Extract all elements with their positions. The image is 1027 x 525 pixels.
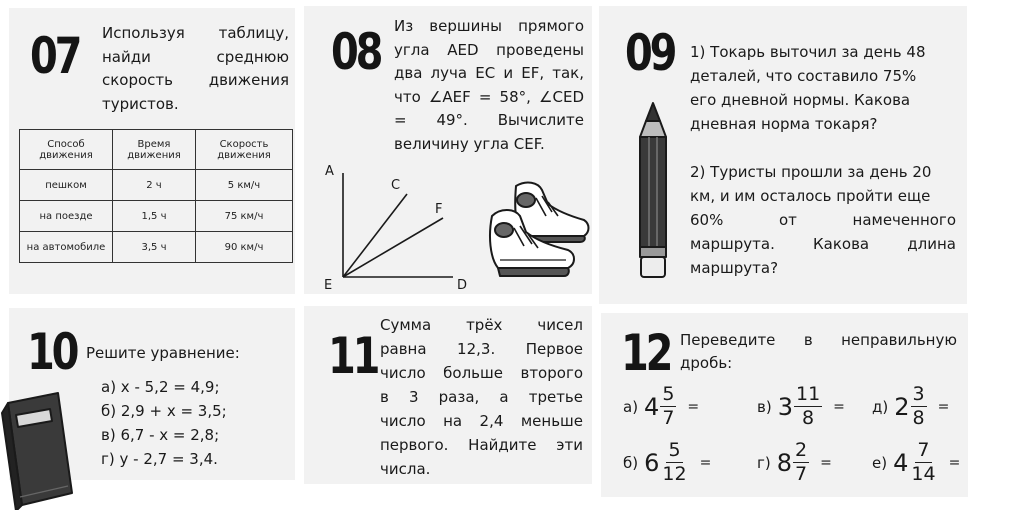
book-illustration [0, 385, 80, 510]
task-text: Из вершины прямого угла AED проведены два луча EC и EF, так, что ∠AEF = 58°, ∠CED = 49°. Вычислите величину угла CEF. [394, 17, 584, 153]
fraction-item-b: б) 6 $\frac{5}{12}$ = [623, 439, 712, 485]
table-cell: пешком [20, 170, 113, 201]
table-cell: 5 км/ч [196, 170, 293, 201]
task-number: 10 [27, 323, 77, 381]
table-header: Время движения [113, 130, 196, 170]
table-header: Скорость движения [196, 130, 293, 170]
table-cell: 3,5 ч [113, 232, 196, 263]
task-text: Сумма трёх чисел равна 12,3. Первое число больше второго в 3 раза, а третье число на 2,4 меньше первого. Найдите эти числа. [380, 316, 583, 478]
table-row [20, 170, 293, 201]
table-cell: 1,5 ч [113, 201, 196, 232]
fraction-item-e: е) 4 $\frac{7}{14}$ = [872, 439, 961, 485]
point-label-f: F [435, 202, 443, 217]
point-label-a: A [325, 164, 334, 179]
list-item: а) x - 5,2 = 4,9; [101, 378, 220, 396]
task-text-part-1: 1) Токарь выточил за день 48 деталей, что составило 75% его дневной нормы. Какова дневная норма токаря? [690, 43, 926, 133]
table-cell: на автомобиле [20, 232, 113, 263]
equation-list [101, 375, 227, 471]
table-cell: 75 км/ч [196, 201, 293, 232]
list-item: г) y - 2,7 = 3,4. [101, 450, 218, 468]
task-text: Используя таблицу, найди среднюю скорость движения туристов. [102, 24, 289, 113]
list-item: в) 6,7 - x = 2,8; [101, 426, 220, 444]
task-title: Решите уравнение: [86, 344, 240, 362]
speed-table [19, 129, 293, 263]
task-number: 07 [30, 27, 80, 85]
table-cell: 90 км/ч [196, 232, 293, 263]
sneakers-illustration [486, 176, 591, 284]
task-12-card [601, 313, 968, 497]
table-header: Способ движения [20, 130, 113, 170]
list-item: б) 2,9 + x = 3,5; [101, 402, 227, 420]
point-label-d: D [457, 278, 468, 291]
point-label-e: E [324, 278, 333, 291]
table-row [20, 232, 293, 263]
task-09-card [599, 6, 967, 304]
task-number: 12 [621, 324, 671, 382]
task-number: 09 [625, 24, 675, 82]
fraction-item-d: д) 2 $\frac{3}{8}$ = [872, 383, 950, 429]
task-number: 11 [328, 327, 378, 385]
task-08-card [304, 6, 592, 294]
pencil-illustration [636, 101, 670, 281]
point-label-c: C [391, 178, 401, 193]
task-07-card [9, 8, 295, 294]
table-cell: на поезде [20, 201, 113, 232]
table-row [20, 201, 293, 232]
fraction-item-a: а) 4 $\frac{5}{7}$ = [623, 383, 700, 429]
task-text-part-2: 2) Туристы прошли за день 20 км, и им осталось пройти еще 60% от намеченного маршрута. Какова длина маршрута? [690, 163, 956, 277]
task-title: Переведите в неправильную дробь: [680, 331, 957, 372]
table-cell: 2 ч [113, 170, 196, 201]
task-number: 08 [331, 23, 381, 81]
fraction-item-v: в) 3 $\frac{11}{8}$ = [757, 383, 845, 429]
fraction-item-g: г) 8 $\frac{2}{7}$ = [757, 439, 832, 485]
task-11-card [304, 306, 592, 484]
angle-diagram [319, 161, 469, 291]
